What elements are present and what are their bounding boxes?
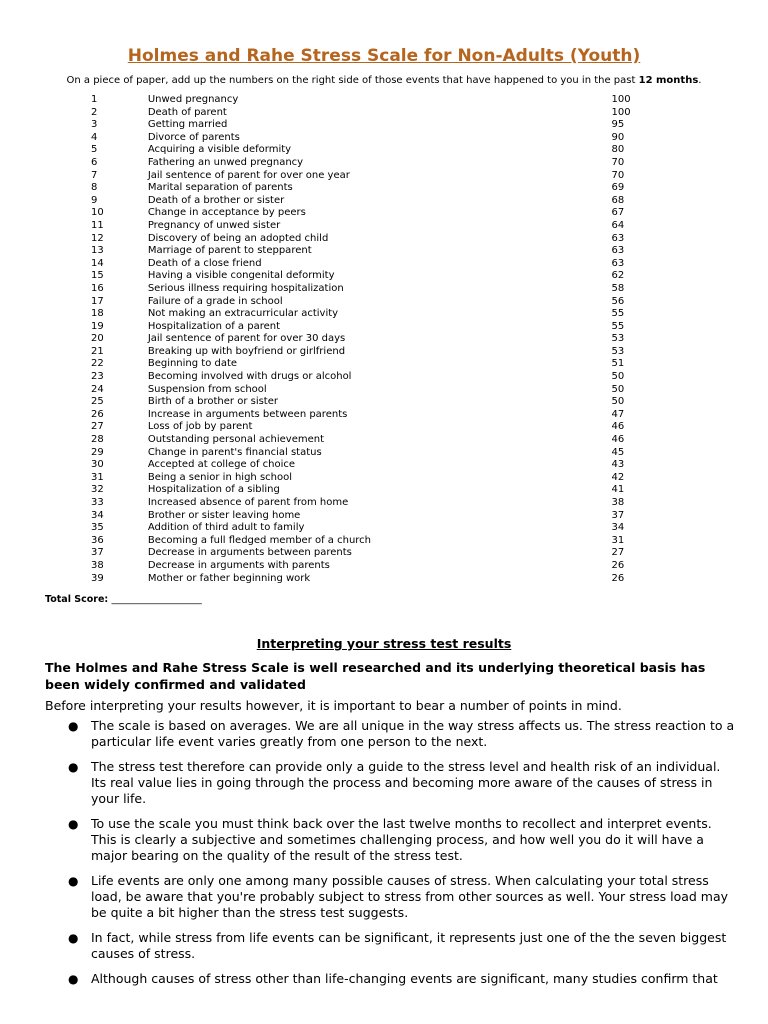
event-number: 13 [91, 245, 104, 257]
table-row [91, 497, 651, 510]
bullet-icon: ● [68, 760, 79, 774]
event-value: 46 [611, 421, 625, 433]
event-number: 10 [91, 207, 104, 219]
event-value: 31 [611, 534, 625, 546]
event-name: Mother or father beginning work [147, 572, 311, 584]
event-name: Addition of third adult to family [147, 522, 305, 534]
interpretation-points [45, 718, 735, 996]
table-row [91, 170, 651, 183]
event-name: Not making an extracurricular activity [147, 308, 339, 320]
event-value: 41 [611, 484, 625, 496]
table-row [91, 132, 651, 145]
table-row [91, 459, 651, 472]
event-number: 28 [91, 434, 104, 446]
event-value: 95 [611, 119, 625, 131]
table-row [91, 358, 651, 371]
event-number: 35 [91, 522, 104, 534]
event-number: 21 [91, 345, 104, 357]
event-number: 30 [91, 459, 104, 471]
instructions-text: On a piece of paper, add up the numbers on the right side of those events that have happened to you in the past [66, 75, 639, 86]
bullet-text: The scale is based on averages. We are all unique in the way stress affects us. The stress reaction to a particular life event varies greatly from one person to the next. [91, 718, 735, 749]
event-number: 2 [91, 106, 98, 118]
event-name: Jail sentence of parent for over one year [147, 169, 350, 181]
table-row [91, 258, 651, 271]
event-name: Death of a close friend [147, 257, 262, 269]
instructions-end: . [698, 75, 702, 86]
event-value: 42 [611, 471, 625, 483]
table-row [91, 195, 651, 208]
event-value: 51 [611, 358, 625, 370]
table-row [91, 484, 651, 497]
event-value: 53 [611, 345, 625, 357]
event-number: 6 [91, 156, 98, 168]
table-row [91, 346, 651, 359]
event-number: 26 [91, 408, 104, 420]
life-events-table [91, 94, 651, 585]
bullet-icon: ● [68, 931, 79, 945]
interpretation-intro: Before interpreting your results however, it is important to bear a number of points in mind. [45, 698, 622, 713]
table-row [91, 371, 651, 384]
event-value: 67 [611, 207, 625, 219]
event-name: Being a senior in high school [147, 471, 293, 483]
event-value: 46 [611, 434, 625, 446]
event-number: 15 [91, 270, 104, 282]
event-name: Death of parent [147, 106, 227, 118]
event-number: 14 [91, 257, 104, 269]
event-value: 34 [611, 522, 625, 534]
event-name: Suspension from school [147, 383, 267, 395]
table-row [91, 396, 651, 409]
event-number: 38 [91, 559, 104, 571]
event-name: Decrease in arguments between parents [147, 547, 352, 559]
event-number: 37 [91, 547, 104, 559]
table-row [91, 333, 651, 346]
event-name: Discovery of being an adopted child [147, 232, 329, 244]
event-name: Having a visible congenital deformity [147, 270, 335, 282]
event-value: 70 [611, 169, 625, 181]
total-score-line: ___________________ [111, 594, 202, 605]
event-number: 23 [91, 371, 104, 383]
event-value: 45 [611, 446, 625, 458]
event-name: Death of a brother or sister [147, 194, 285, 206]
event-value: 38 [611, 497, 625, 508]
table-row [91, 308, 651, 321]
event-name: Loss of job by parent [147, 421, 253, 433]
table-row [91, 107, 651, 120]
event-number: 39 [91, 572, 104, 584]
table-row [91, 472, 651, 485]
event-name: Birth of a brother or sister [147, 396, 278, 408]
interpretation-lead: The Holmes and Rahe Stress Scale is well researched and its underlying theoretical basis has been widely confirmed and validated [45, 660, 706, 692]
event-name: Becoming involved with drugs or alcohol [147, 371, 352, 383]
total-score-label: Total Score: [45, 594, 109, 605]
event-number: 33 [91, 497, 104, 508]
page-title: Holmes and Rahe Stress Scale for Non-Adults (Youth) [127, 46, 641, 66]
event-value: 80 [611, 144, 625, 156]
event-number: 16 [91, 282, 104, 294]
event-name: Failure of a grade in school [147, 295, 283, 307]
table-row [91, 573, 651, 586]
list-item [45, 873, 735, 921]
event-number: 8 [91, 182, 98, 194]
table-row [91, 144, 651, 157]
table-row [91, 94, 651, 107]
table-row [91, 547, 651, 560]
table-row [91, 220, 651, 233]
list-item [45, 930, 735, 962]
event-value: 100 [611, 94, 631, 105]
event-number: 20 [91, 333, 104, 345]
instructions-emphasis: 12 months [638, 75, 699, 86]
bullet-text: Although causes of stress other than life-changing events are significant, many studies confirm that [91, 971, 718, 986]
bullet-icon: ● [68, 874, 79, 888]
event-value: 58 [611, 282, 625, 294]
event-value: 47 [611, 408, 625, 420]
event-number: 24 [91, 383, 104, 395]
event-name: Brother or sister leaving home [147, 509, 301, 521]
event-name: Unwed pregnancy [147, 94, 239, 105]
bullet-icon: ● [68, 972, 79, 986]
event-name: Divorce of parents [147, 131, 240, 143]
event-value: 37 [611, 509, 625, 521]
event-name: Marital separation of parents [147, 182, 293, 194]
event-number: 22 [91, 358, 104, 370]
table-row [91, 245, 651, 258]
bullet-text: To use the scale you must think back over the last twelve months to recollect and interpret events. This is clearly a subjective and sometimes challenging process, and how well you do it will have a major bearing on the quality of the result of the stress test. [91, 816, 712, 863]
event-value: 56 [611, 295, 625, 307]
event-name: Getting married [147, 119, 228, 131]
event-number: 17 [91, 295, 104, 307]
event-number: 31 [91, 471, 104, 483]
event-value: 55 [611, 320, 625, 332]
bullet-icon: ● [68, 719, 79, 733]
event-value: 90 [611, 131, 625, 143]
event-number: 3 [91, 119, 98, 131]
event-number: 36 [91, 534, 104, 546]
event-name: Accepted at college of choice [147, 459, 296, 471]
table-row [91, 233, 651, 246]
event-value: 68 [611, 194, 625, 206]
table-row [91, 207, 651, 220]
event-number: 5 [91, 144, 98, 156]
table-row [91, 434, 651, 447]
list-item [45, 718, 735, 750]
event-number: 27 [91, 421, 104, 433]
event-name: Jail sentence of parent for over 30 days [147, 333, 346, 345]
list-item [45, 759, 735, 807]
event-number: 9 [91, 194, 98, 206]
list-item [45, 971, 735, 987]
table-row [91, 270, 651, 283]
table-row [91, 421, 651, 434]
bullet-icon: ● [68, 817, 79, 831]
event-name: Decrease in arguments with parents [147, 559, 330, 571]
event-number: 18 [91, 308, 104, 320]
event-name: Pregnancy of unwed sister [147, 219, 281, 231]
event-name: Breaking up with boyfriend or girlfriend [147, 345, 346, 357]
event-value: 62 [611, 270, 625, 282]
event-value: 70 [611, 156, 625, 168]
event-name: Serious illness requiring hospitalization [147, 282, 344, 294]
list-item [45, 816, 735, 864]
event-name: Change in acceptance by peers [147, 207, 306, 219]
event-value: 55 [611, 308, 625, 320]
event-value: 50 [611, 383, 625, 395]
table-row [91, 182, 651, 195]
event-value: 26 [611, 559, 625, 571]
table-row [91, 283, 651, 296]
event-name: Beginning to date [147, 358, 238, 370]
table-row [91, 384, 651, 397]
event-value: 64 [611, 219, 625, 231]
table-row [91, 535, 651, 548]
event-value: 63 [611, 257, 625, 269]
table-row [91, 157, 651, 170]
event-value: 26 [611, 572, 625, 584]
event-name: Change in parent's financial status [147, 446, 322, 458]
event-value: 53 [611, 333, 625, 345]
instructions [0, 75, 768, 86]
interpretation-heading: Interpreting your stress test results [256, 636, 512, 651]
table-row [91, 321, 651, 334]
event-number: 32 [91, 484, 104, 496]
event-number: 7 [91, 169, 98, 181]
table-row [91, 119, 651, 132]
table-row [91, 560, 651, 573]
event-value: 43 [611, 459, 625, 471]
bullet-text: Life events are only one among many possible causes of stress. When calculating your total stress load, be aware that you're probably subject to stress from other sources as well. Your stress load may be quite a bit higher than the stress test suggests. [91, 873, 729, 920]
event-number: 19 [91, 320, 104, 332]
table-row [91, 510, 651, 523]
event-number: 11 [91, 219, 104, 231]
event-number: 12 [91, 232, 104, 244]
table-row [91, 296, 651, 309]
event-number: 1 [91, 94, 98, 105]
event-name: Marriage of parent to stepparent [147, 245, 312, 257]
event-value: 63 [611, 245, 625, 257]
table-row [91, 522, 651, 535]
bullet-text: The stress test therefore can provide only a guide to the stress level and health risk of an individual. Its real value lies in going through the process and becoming more aware of the causes of stress in your life. [91, 759, 721, 806]
event-value: 100 [611, 106, 631, 118]
event-value: 63 [611, 232, 625, 244]
table-row [91, 447, 651, 460]
bullet-text: In fact, while stress from life events can be significant, it represents just one of the the seven biggest causes of stress. [91, 930, 727, 961]
event-name: Fathering an unwed pregnancy [147, 156, 304, 168]
event-value: 50 [611, 371, 625, 383]
event-number: 29 [91, 446, 104, 458]
event-value: 27 [611, 547, 625, 559]
event-name: Becoming a full fledged member of a church [147, 534, 372, 546]
event-number: 25 [91, 396, 104, 408]
event-value: 50 [611, 396, 625, 408]
event-name: Hospitalization of a parent [147, 320, 281, 332]
event-name: Hospitalization of a sibling [147, 484, 280, 496]
total-score [45, 594, 202, 605]
event-number: 4 [91, 131, 98, 143]
event-name: Increased absence of parent from home [147, 497, 349, 508]
event-name: Increase in arguments between parents [147, 408, 348, 420]
event-number: 34 [91, 509, 104, 521]
event-name: Acquiring a visible deformity [147, 144, 292, 156]
table-row [91, 409, 651, 422]
event-name: Outstanding personal achievement [147, 434, 325, 446]
event-value: 69 [611, 182, 625, 194]
